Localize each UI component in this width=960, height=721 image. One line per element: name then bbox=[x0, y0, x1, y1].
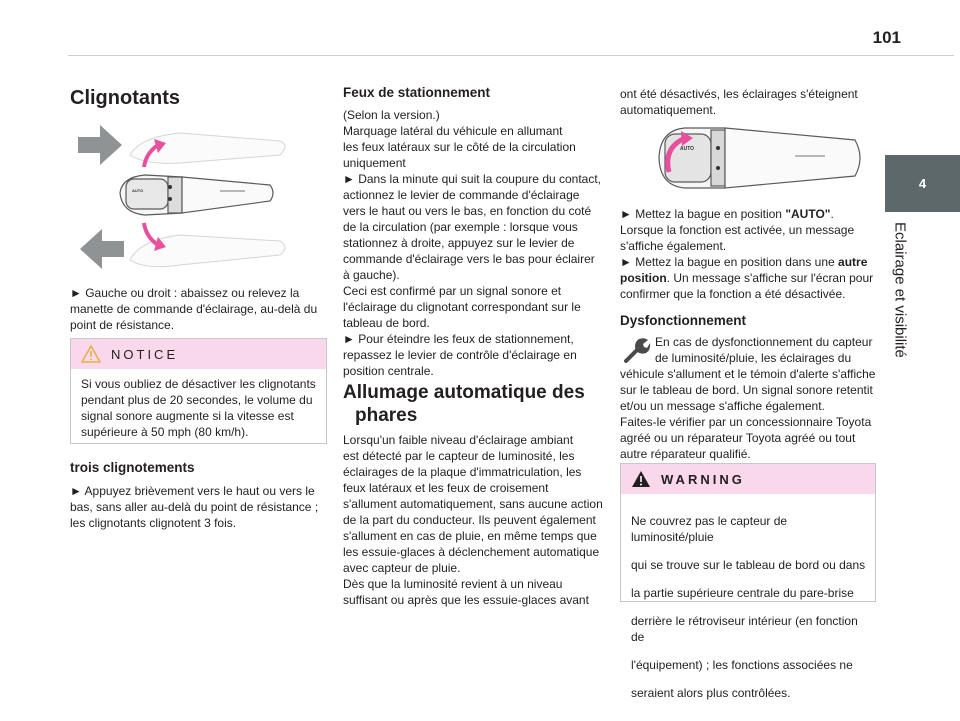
allumage-line: suffisant ou après que les essuie-glaces avant bbox=[343, 593, 589, 607]
allumage-title-line: phares bbox=[355, 405, 418, 426]
warning-line: l'équipement) ; les fonctions associées ne bbox=[631, 658, 853, 672]
warning-line: seraient alors plus contrôlées. bbox=[631, 686, 791, 700]
feux-line: uniquement bbox=[343, 156, 406, 170]
feux-line: tableau de bord. bbox=[343, 316, 430, 330]
auto-line: Lorsque la fonction est activée, un message bbox=[620, 223, 855, 237]
allumage-line: Lorsqu'un faible niveau d'éclairage ambiant bbox=[343, 433, 574, 447]
allumage-line: s'allument en cas de pluie, en même temps que bbox=[343, 529, 597, 543]
allumage-line: s'allument automatiquement, sans aucune action bbox=[343, 497, 603, 511]
dys-line: véhicule s'allument et le témoin d'alerte s'affiche bbox=[620, 367, 876, 381]
feux-line: actionnez le levier de commande d'éclairage bbox=[343, 188, 580, 202]
feux-line: de la circulation (par exemple : lorsque vous bbox=[343, 220, 578, 234]
page-number: 101 bbox=[872, 28, 901, 47]
dys-line: En cas de dysfonctionnement du capteur bbox=[655, 335, 873, 349]
dys-line: Faites-le vérifier par un concessionnaire Toyota bbox=[620, 415, 872, 429]
section-title-feux: Feux de stationnement bbox=[343, 85, 491, 100]
warning-line: la partie supérieure centrale du pare-brise bbox=[631, 586, 854, 600]
notice-label: NOTICE bbox=[111, 346, 179, 362]
stalk-auto-label: AUTO bbox=[132, 188, 144, 193]
feux-text bbox=[343, 107, 605, 379]
clignotants-instruction: ► Gauche ou droit : abaissez ou relevez la manette de commande d'éclairage, au-delà du point de résistance. bbox=[70, 286, 318, 332]
dys-line: agréé ou un réparateur Toyota agréé ou tout bbox=[620, 431, 856, 445]
dys-line: et/ou un message s'affiche également. bbox=[620, 399, 825, 413]
section-title-trois: trois clignotements bbox=[70, 460, 195, 475]
feux-line: vers le haut ou vers le bas, en fonction du coté bbox=[343, 204, 592, 218]
feux-line: ► Pour éteindre les feux de stationnement, bbox=[343, 332, 574, 346]
auto-line: s'affiche également. bbox=[620, 239, 727, 253]
feux-line: Ceci est confirmé par un signal sonore et bbox=[343, 284, 562, 298]
allumage-line: Dès que la luminosité revient à un niveau bbox=[343, 577, 563, 591]
chapter-tab[interactable]: 4 bbox=[885, 155, 960, 212]
turn-signal-stalk-illustration bbox=[70, 115, 320, 275]
auto-ring-illustration bbox=[655, 118, 870, 198]
feux-line: commande d'éclairage vers le bas pour éclairer bbox=[343, 252, 595, 266]
allumage-line: est détecté par le capteur de luminosité, les bbox=[343, 449, 575, 463]
feux-line: les feux latéraux sur le côté de la circulation bbox=[343, 140, 576, 154]
warning-box bbox=[620, 463, 876, 700]
feux-line: position centrale. bbox=[343, 364, 434, 378]
warning-line: derrière le rétroviseur intérieur (en fonction de bbox=[631, 614, 858, 644]
feux-line: (Selon la version.) bbox=[343, 108, 440, 122]
chapter-title-text: Eclairage et visibilité bbox=[891, 222, 909, 358]
dys-line: autre réparateur qualifié. bbox=[620, 447, 751, 461]
warning-triangle-icon bbox=[81, 345, 101, 363]
feux-line: repassez le levier de contrôle d'éclairage en bbox=[343, 348, 577, 362]
ring-auto-label: AUTO bbox=[680, 146, 695, 152]
auto-line: confirmer que la fonction a été désactivée. bbox=[620, 287, 846, 301]
column-1 bbox=[70, 86, 326, 110]
warning-line: Ne couvrez pas le capteur de luminosité/pluie bbox=[631, 514, 788, 544]
allumage-line: éclairages de la plaque d'immatriculation, les bbox=[343, 465, 582, 479]
feux-line: Marquage latéral du véhicule en allumant bbox=[343, 124, 563, 138]
auto-bullet: ► Mettez la bague en position "AUTO". bbox=[620, 207, 834, 221]
column-2 bbox=[343, 84, 605, 379]
allumage-line: les essuie-glaces à déclenchement automatique bbox=[343, 545, 600, 559]
warning-label: WARNING bbox=[661, 471, 745, 487]
allumage-line: feux latéraux et les feux de croisement bbox=[343, 481, 549, 495]
allumage-line: de la part du conducteur. Ils peuvent également bbox=[343, 513, 596, 527]
feux-line: l'éclairage du clignotant correspondant sur le bbox=[343, 300, 581, 314]
feux-line: stationnez à droite, appuyez sur le levier de bbox=[343, 236, 575, 250]
trois-text: ► Appuyez brièvement vers le haut ou vers le bas, sans aller au-delà du point de résistance ; les clignotants clignotent 3 fois. bbox=[70, 484, 319, 530]
dys-line: sur le tableau de bord. Un signal sonore retentit bbox=[620, 383, 873, 397]
feux-line: à gauche). bbox=[343, 268, 400, 282]
left-arrow-icon bbox=[80, 229, 124, 269]
notice-text: Si vous oubliez de désactiver les clignotants pendant plus de 20 secondes, le volume du signal sonore augmente si la vitesse est supérieure à 50 mph (80 km/h). bbox=[81, 377, 316, 439]
dysfonctionnement-text bbox=[620, 334, 878, 462]
allumage-text bbox=[343, 432, 605, 608]
allumage-line: avec capteur de pluie. bbox=[343, 561, 461, 575]
intro-line: automatiquement. bbox=[620, 103, 717, 117]
right-arrow-icon bbox=[78, 125, 122, 165]
section-title-allumage bbox=[343, 381, 605, 427]
column-3 bbox=[620, 86, 878, 118]
other-bullet-cont: position. Un message s'affiche sur l'écran pour bbox=[620, 271, 874, 285]
warning-line: qui se trouve sur le tableau de bord ou dans bbox=[631, 558, 866, 572]
warning-text bbox=[621, 494, 875, 721]
chapter-title bbox=[880, 222, 920, 482]
section-title-dysfonctionnement: Dysfonctionnement bbox=[620, 313, 747, 328]
notice-box bbox=[70, 338, 327, 444]
allumage-title-line: Allumage automatique des bbox=[343, 382, 585, 403]
section-title-clignotants: Clignotants bbox=[70, 87, 180, 109]
other-bullet: ► Mettez la bague en position dans une autre bbox=[620, 255, 868, 269]
intro-line: ont été désactivés, les éclairages s'éteignent bbox=[620, 87, 858, 101]
dys-line: de luminosité/pluie, les éclairages du bbox=[655, 351, 852, 365]
header-rule bbox=[68, 55, 954, 56]
warning-triangle-icon bbox=[631, 470, 651, 488]
feux-line: ► Dans la minute qui suit la coupure du contact, bbox=[343, 172, 602, 186]
